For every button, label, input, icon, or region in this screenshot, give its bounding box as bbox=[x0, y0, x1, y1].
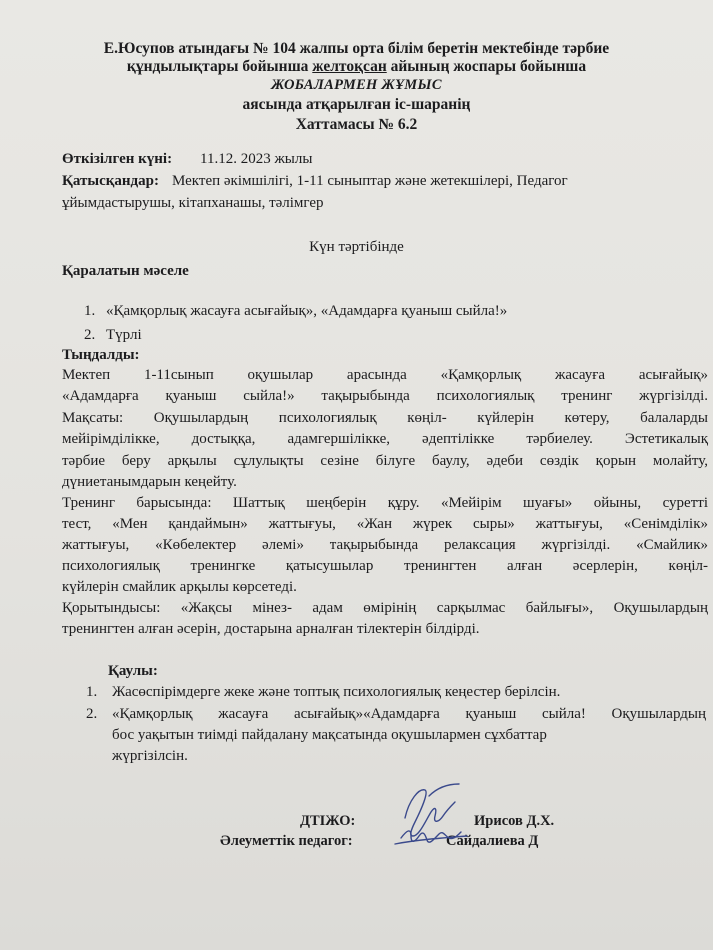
decision-heading: Қаулы: bbox=[108, 663, 158, 679]
heard-line-6: дүниетанымдарын кеңейту. bbox=[62, 474, 237, 490]
handwritten-signature bbox=[385, 778, 475, 868]
heard-line-3: Мақсаты: Оқушылардың психологиялық көңіл- күйлерін көтеру, балаларды bbox=[62, 410, 708, 426]
agenda-item-1-text: «Қамқорлық жасауға асығайық», «Адамдарға қуаныш сыйла!» bbox=[106, 303, 508, 319]
heard-line-8: тест, «Мен қандаймын» жаттығуы, «Жан жүрек сыры» жаттығуы, «Сенімділік» bbox=[62, 516, 708, 532]
heard-line-7: Тренинг барысында: Шаттық шеңберін құру. «Мейірім шуағы» ойыны, суретті bbox=[62, 495, 708, 511]
heard-line-1: Мектеп 1-11сынып оқушылар арасында «Қамқорлық жасауға асығайық» bbox=[62, 367, 708, 383]
heard-line-9: жаттығуы, «Көбелектер әлемі» тақырыбында релаксация жүргізілді. «Смайлик» bbox=[62, 537, 708, 553]
agenda-heading: Күн тәртібінде bbox=[309, 239, 404, 255]
heard-line-13: тренингтен алған әсерін, достарына арналған тілектерін білдірді. bbox=[62, 621, 480, 637]
decision-item-1-num: 1. bbox=[86, 684, 98, 700]
protocol-number: Хаттамасы № 6.2 bbox=[295, 116, 418, 133]
heard-heading: Тыңдалды: bbox=[62, 347, 140, 363]
agenda-item-2-text: Түрлі bbox=[106, 327, 142, 343]
participants-line-1: Мектеп әкімшілігі, 1-11 сыныптар және жетекшілері, Педагог bbox=[172, 173, 568, 189]
decision-item-2-line-2: бос уақытын тиімді пайдалану мақсатында оқушылармен сұхбаттар bbox=[112, 727, 547, 743]
header-line-2-post: айының жоспары бойынша bbox=[386, 58, 587, 75]
decision-item-2-line-3: жүргізілсін. bbox=[112, 748, 188, 764]
signature-name-1: Ирисов Д.Х. bbox=[474, 813, 555, 829]
heard-line-12: Қорытындысы: «Жақсы мінез- адам өмірінің сарқылмас байлығы», Оқушылардың bbox=[62, 600, 708, 616]
agenda-subheading: Қаралатын мәселе bbox=[62, 263, 189, 279]
heard-line-10: психологиялық тренингке қатысушылар тренингтен алған әсерлерін, көңіл- bbox=[62, 558, 708, 574]
decision-item-2-line-1: «Қамқорлық жасауға асығайық»«Адамдарға қуаныш сыйла! Оқушылардың bbox=[112, 706, 706, 722]
heard-line-5: тәрбие беру арқылы сұлулықты сезіне білуге баулу, әдеби сөздік қорын молайту, bbox=[62, 453, 708, 469]
heard-line-4: мейірімділікке, достыққа, адамгершілікке, әдептілікке тәрбиелеу. Эстетикалық bbox=[62, 431, 708, 447]
heard-line-11: күйлерін смайлик арқылы көрсетеді. bbox=[62, 579, 297, 595]
decision-item-2-num: 2. bbox=[86, 706, 98, 722]
agenda-item-2-num: 2. bbox=[84, 327, 96, 343]
signature-name-2: Сайдалиева Д bbox=[446, 833, 539, 849]
header-line-2-pre: құндылықтары бойынша bbox=[126, 58, 313, 75]
participants-label: Қатысқандар: bbox=[62, 173, 159, 189]
date-label: Өткізілген күні: bbox=[62, 151, 173, 167]
header-line-4: аясында атқарылған іс-шаранің bbox=[242, 96, 471, 113]
header-line-2 bbox=[0, 58, 713, 76]
heard-line-2: «Адамдарға қуаныш сыйла!» тақырыбында психологиялық тренинг жүргізілді. bbox=[62, 388, 708, 404]
header-line-3: ЖОБАЛАРМЕН ЖҰМЫС bbox=[271, 77, 442, 93]
header-month: желтоқсан bbox=[312, 58, 387, 75]
agenda-item-1-num: 1. bbox=[84, 303, 96, 319]
participants-line-2: ұйымдастырушы, кітапханашы, тәлімгер bbox=[62, 195, 324, 211]
header-line-1: Е.Юсупов атындағы № 104 жалпы орта білім беретін мектебінде тәрбие bbox=[103, 40, 610, 57]
signature-role-2: Әлеуметтік педагог: bbox=[220, 833, 353, 849]
decision-item-1-line-1: Жасөспірімдерге жеке және топтық психологиялық кеңестер берілсін. bbox=[112, 684, 561, 700]
signature-role-1: ДТІЖО: bbox=[300, 813, 356, 829]
date-value: 11.12. 2023 жылы bbox=[200, 151, 313, 167]
